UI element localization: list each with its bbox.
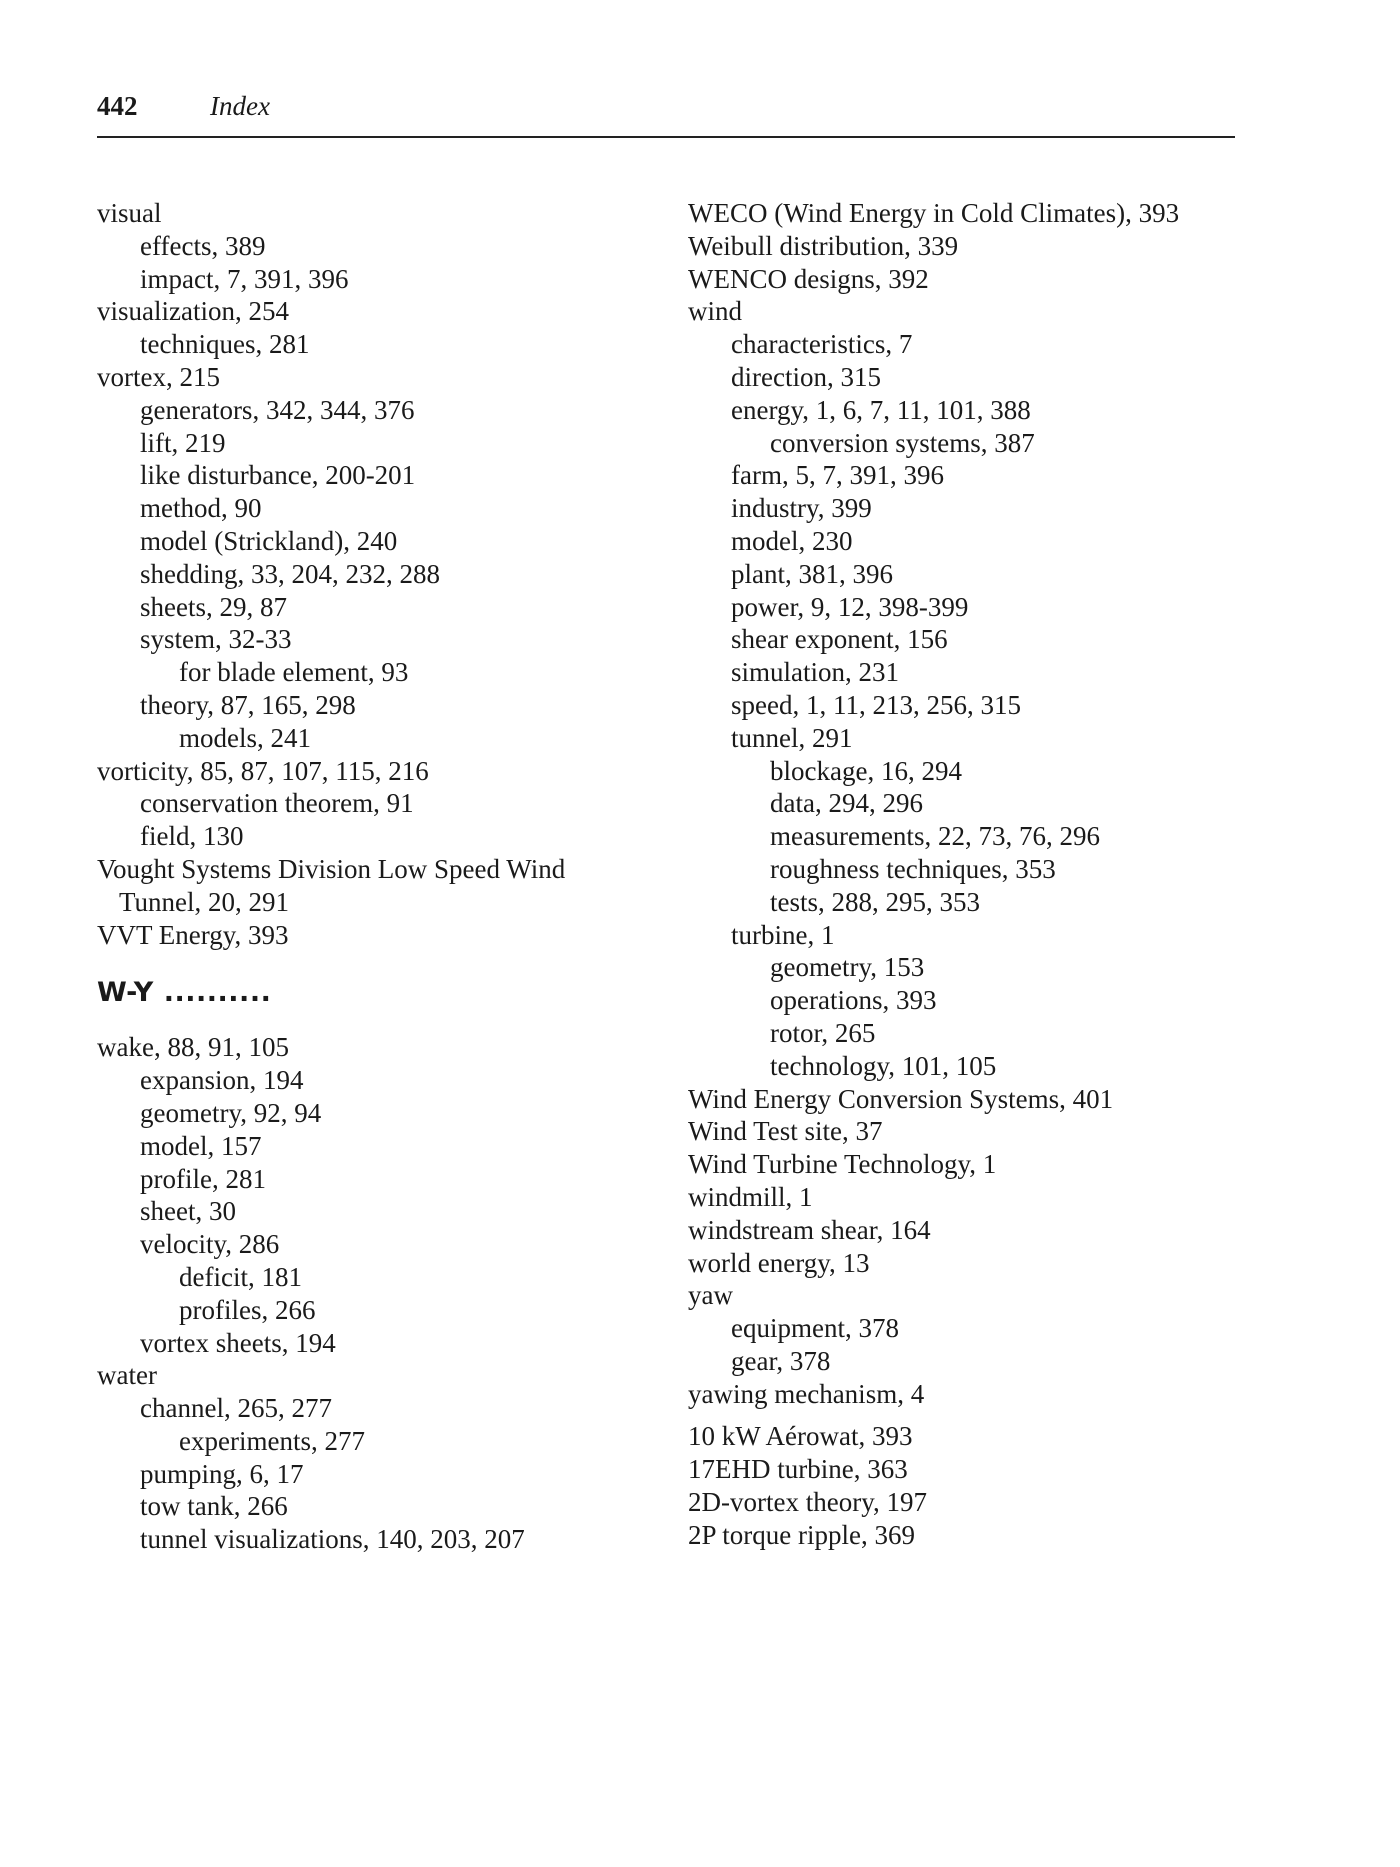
index-entry: vortex sheets, 194 <box>140 1327 336 1358</box>
group-gap <box>688 1410 1248 1420</box>
index-entry: vorticity, 85, 87, 107, 115, 216 <box>97 755 429 786</box>
index-entry: Wind Energy Conversion Systems, 401 <box>688 1083 1114 1114</box>
index-entry: generators, 342, 344, 376 <box>140 394 415 425</box>
index-entry: for blade element, 93 <box>179 657 409 688</box>
index-entry: expansion, 194 <box>140 1065 304 1096</box>
index-entry: like disturbance, 200-201 <box>140 460 416 491</box>
index-entry: water <box>97 1360 157 1391</box>
index-entry: blockage, 16, 294 <box>770 755 962 786</box>
index-entry: technology, 101, 105 <box>770 1050 997 1081</box>
index-entry: geometry, 153 <box>770 952 925 983</box>
index-entry: farm, 5, 7, 391, 396 <box>731 460 944 491</box>
index-entry: lift, 219 <box>140 427 226 458</box>
index-entry: characteristics, 7 <box>731 329 913 360</box>
index-entry: operations, 393 <box>770 985 937 1016</box>
index-entry: channel, 265, 277 <box>140 1393 332 1424</box>
index-entry: Wind Test site, 37 <box>688 1116 883 1147</box>
index-entry: model, 230 <box>731 525 853 556</box>
index-entry: pumping, 6, 17 <box>140 1458 304 1489</box>
index-column-right <box>688 197 1248 1552</box>
page-header <box>97 90 1235 138</box>
index-entry: equipment, 378 <box>731 1313 899 1344</box>
index-entry: tunnel, 291 <box>731 722 853 753</box>
index-entry: vortex, 215 <box>97 361 220 392</box>
index-entry: WECO (Wind Energy in Cold Climates), 393 <box>688 198 1180 228</box>
index-entry: roughness techniques, 353 <box>770 853 1056 884</box>
index-entry: visual <box>97 198 162 228</box>
index-entry: Wind Turbine Technology, 1 <box>688 1149 997 1180</box>
index-entry: Vought Systems Division Low Speed Wind <box>97 853 566 884</box>
index-entry: yaw <box>688 1280 733 1311</box>
index-entry: shedding, 33, 204, 232, 288 <box>140 558 440 589</box>
index-entry: deficit, 181 <box>179 1261 302 1292</box>
index-entry: simulation, 231 <box>731 657 899 688</box>
index-entry: 10 kW Aérowat, 393 <box>688 1421 913 1452</box>
running-title: Index <box>210 91 270 121</box>
index-entry: velocity, 286 <box>140 1229 280 1260</box>
index-entry: direction, 315 <box>731 361 881 392</box>
index-entry: impact, 7, 391, 396 <box>140 263 349 294</box>
index-entry: visualization, 254 <box>97 296 289 327</box>
index-entry: data, 294, 296 <box>770 788 923 819</box>
index-entry: windstream shear, 164 <box>688 1214 931 1245</box>
index-entry: Weibull distribution, 339 <box>688 230 959 261</box>
index-entry: profile, 281 <box>140 1163 266 1194</box>
index-list <box>688 197 1248 1410</box>
index-column-left <box>97 197 657 1556</box>
index-entry: WENCO designs, 392 <box>688 263 929 294</box>
index-entry: model, 157 <box>140 1130 262 1161</box>
index-entry: energy, 1, 6, 7, 11, 101, 388 <box>731 394 1031 425</box>
index-entry: speed, 1, 11, 213, 256, 315 <box>731 689 1021 720</box>
index-entry: wind <box>688 296 742 327</box>
index-entry: model (Strickland), 240 <box>140 525 398 556</box>
index-entry: conservation theorem, 91 <box>140 788 414 819</box>
index-entry: 2D-vortex theory, 197 <box>688 1487 927 1518</box>
index-entry: effects, 389 <box>140 230 266 261</box>
section-heading: W-Y .......... <box>97 977 272 1009</box>
index-entry: world energy, 13 <box>688 1247 870 1278</box>
index-entry: rotor, 265 <box>770 1017 876 1048</box>
index-entry: windmill, 1 <box>688 1181 813 1212</box>
index-entry: techniques, 281 <box>140 329 310 360</box>
index-entry: field, 130 <box>140 821 244 852</box>
index-entry: measurements, 22, 73, 76, 296 <box>770 821 1100 852</box>
index-entry: sheet, 30 <box>140 1196 236 1227</box>
index-entry: conversion systems, 387 <box>770 427 1035 458</box>
index-entry: gear, 378 <box>731 1345 831 1376</box>
index-list <box>97 1031 657 1556</box>
index-entry: power, 9, 12, 398-399 <box>731 591 969 622</box>
index-entry: tow tank, 266 <box>140 1491 288 1522</box>
index-entry: tunnel visualizations, 140, 203, 207 <box>140 1524 525 1555</box>
index-entry: VVT Energy, 393 <box>97 919 289 950</box>
index-entry: system, 32-33 <box>140 624 292 655</box>
page-number: 442 <box>97 91 138 121</box>
index-entry: profiles, 266 <box>179 1294 316 1325</box>
index-entry: method, 90 <box>140 493 262 524</box>
index-entry: plant, 381, 396 <box>731 558 893 589</box>
index-entry: tests, 288, 295, 353 <box>770 886 981 917</box>
index-entry: geometry, 92, 94 <box>140 1097 322 1128</box>
index-entry: Tunnel, 20, 291 <box>119 886 290 917</box>
index-entry: turbine, 1 <box>731 919 835 950</box>
index-entry: theory, 87, 165, 298 <box>140 689 356 720</box>
index-list <box>97 197 657 951</box>
index-entry: experiments, 277 <box>179 1425 365 1456</box>
index-entry: yawing mechanism, 4 <box>688 1378 925 1409</box>
index-entry: 2P torque ripple, 369 <box>688 1519 915 1550</box>
index-entry: shear exponent, 156 <box>731 624 948 655</box>
index-entry: industry, 399 <box>731 493 872 524</box>
index-entry: 17EHD turbine, 363 <box>688 1454 908 1485</box>
index-entry: wake, 88, 91, 105 <box>97 1032 289 1063</box>
index-entry: models, 241 <box>179 722 311 753</box>
index-list <box>688 1420 1248 1551</box>
index-entry: sheets, 29, 87 <box>140 591 287 622</box>
